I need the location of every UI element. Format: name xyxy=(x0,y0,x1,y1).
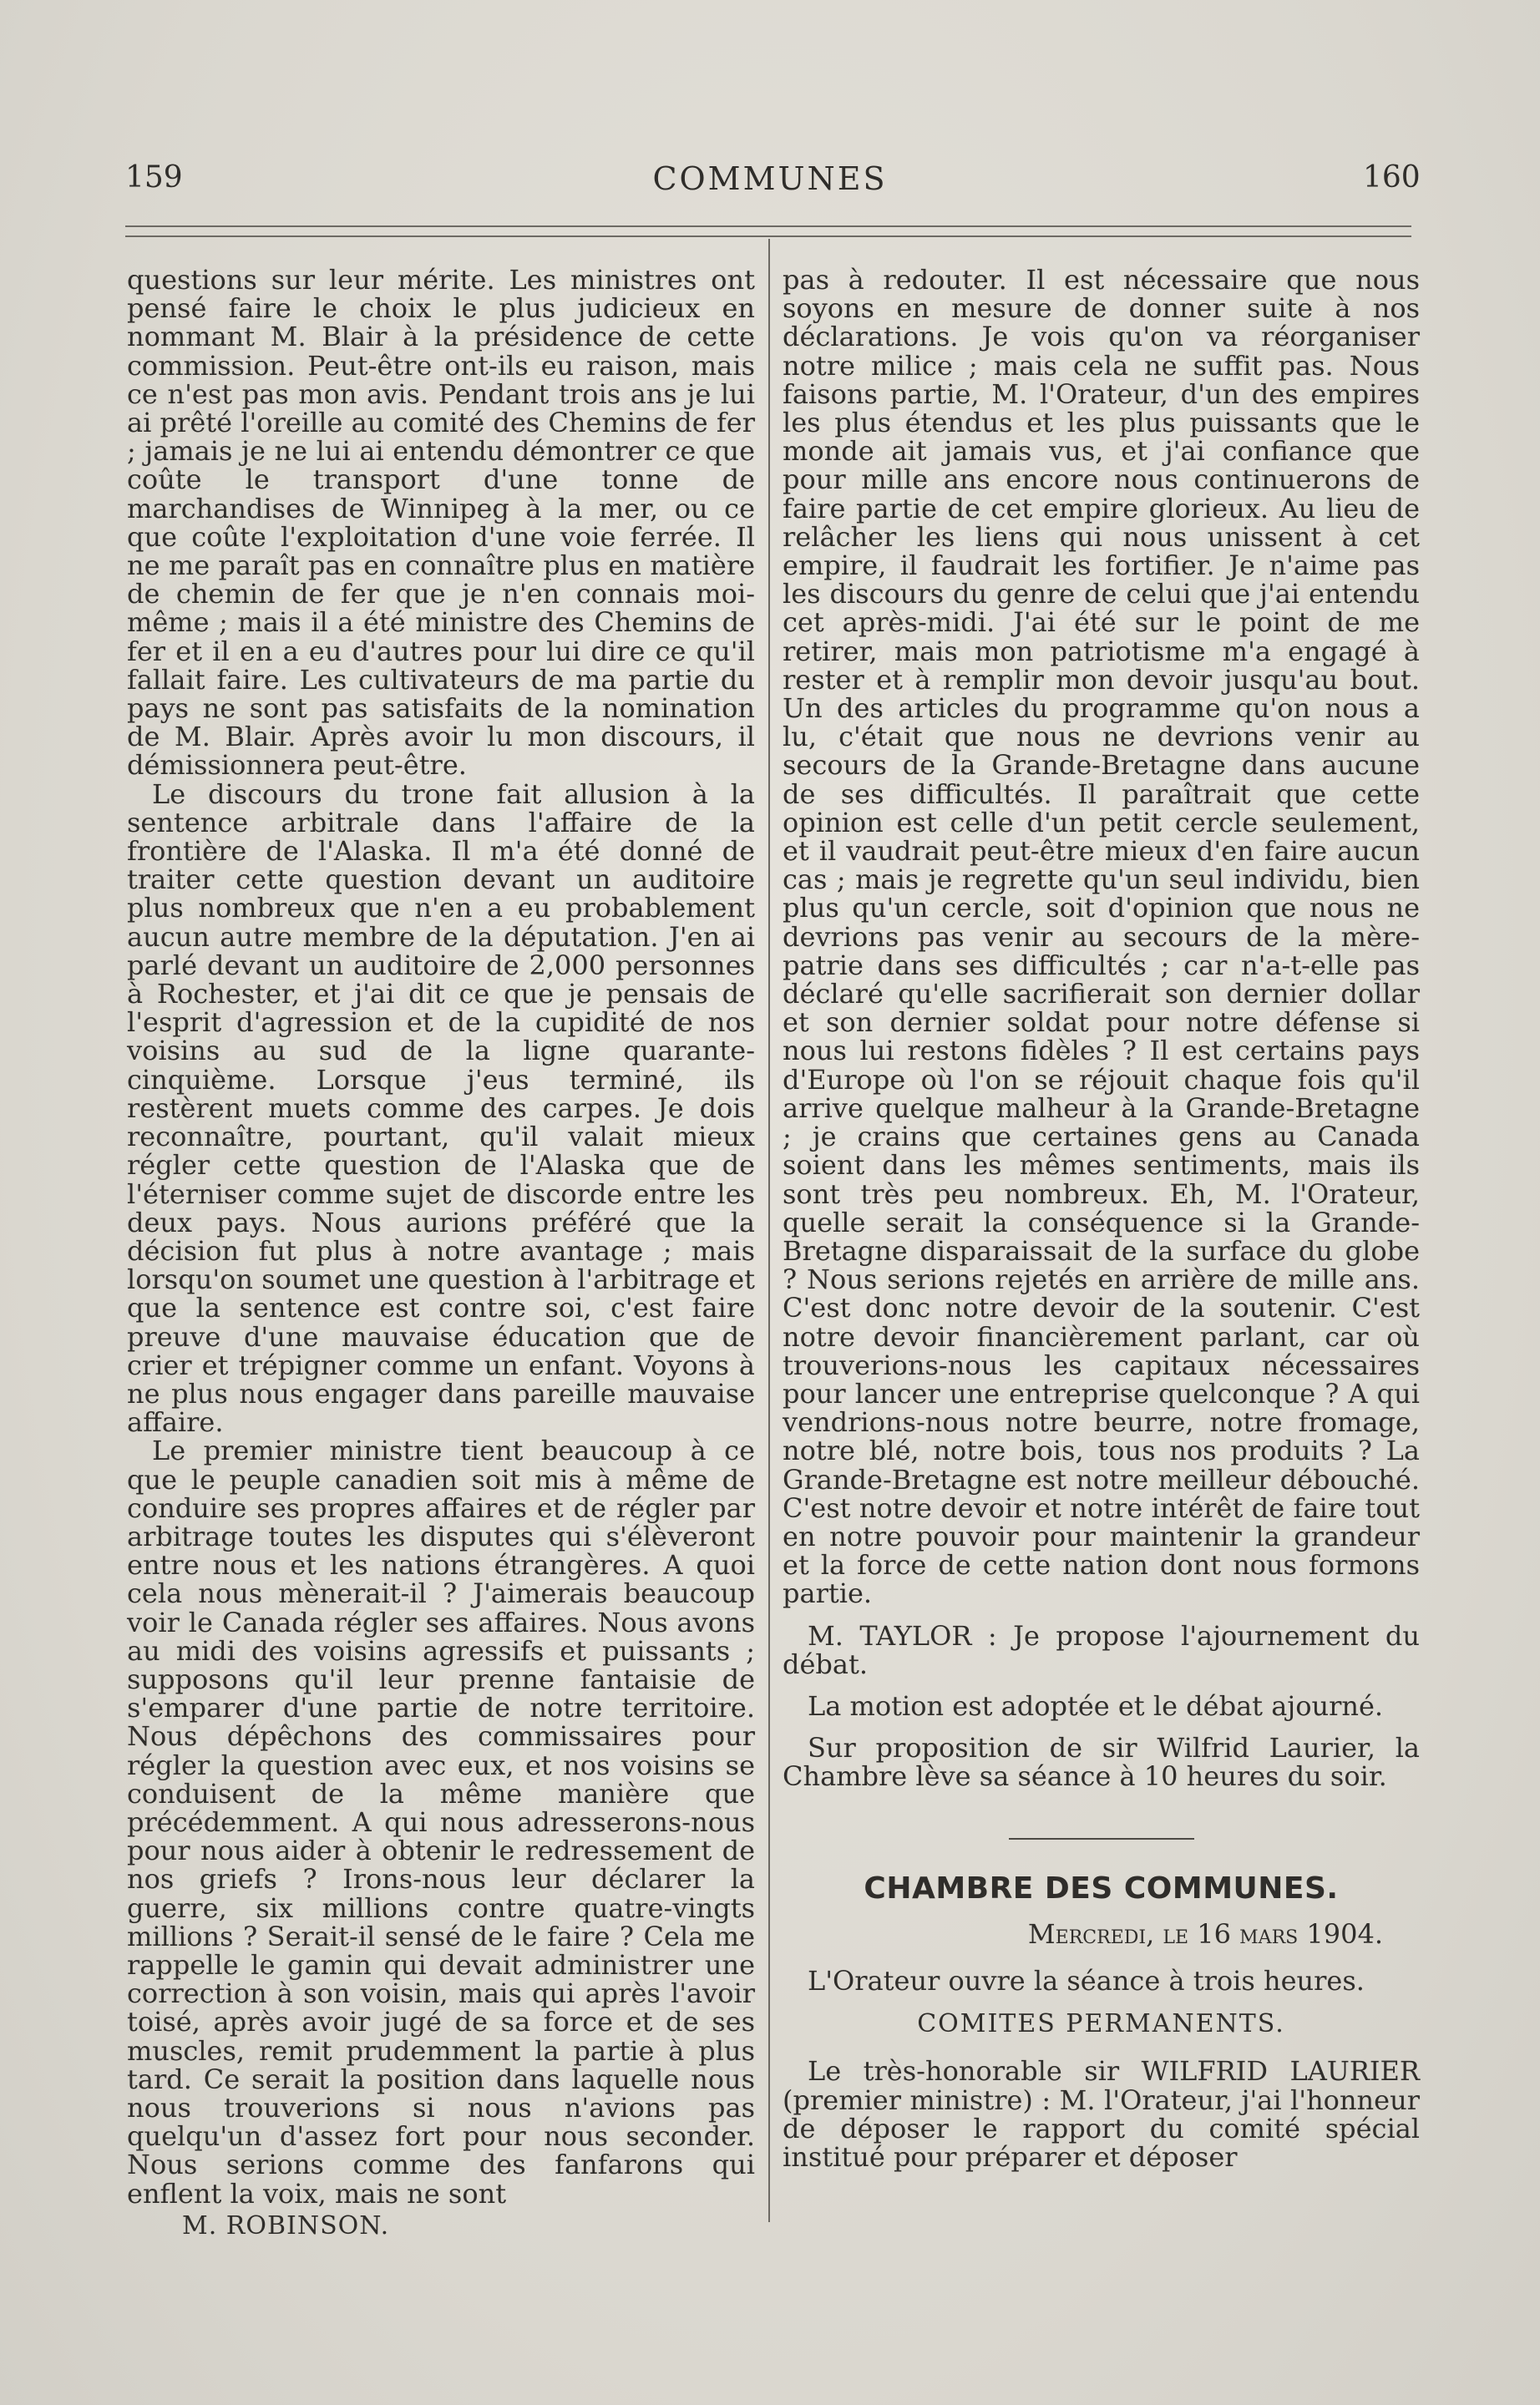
date-line: Mercredi, le 16 mars 1904. xyxy=(1027,1917,1383,1950)
right-paragraph-4: Sur proposition de sir Wilfrid Laurier, la Chambre lève sa séance à 10 heures du soir. xyxy=(783,1732,1420,1793)
right-paragraph-5: L'Orateur ouvre la séance à trois heures. xyxy=(808,1964,1365,1997)
left-paragraph-1: questions sur leur mérite. Les ministres ont pensé faire le choix le plus judicieux en nommant M. Blair à la présidence de cette commission. Peut-être ont-ils eu raison, mais ce n'est pas mon avis. Pendant trois ans je lui ai prêté l'oreille au comité des Chemins de fer ; jamais je ne lui ai entendu démontrer ce que coûte le transport d'une tonne de marchandises de Winnipeg à la mer, ou ce que coûte l'exploitation d'une voie ferrée. Il ne me paraît pas en connaître plus en matière de chemin de fer que je n'en connais moi-même ; mais il a été ministre des Chemins de fer et il en a eu d'autres pour lui dire ce qu'il fallait faire. Les cultivateurs de ma partie du pays ne sont pas satisfaits de la nomination de M. Blair. Après avoir lu mon discours, il démissionnera peut-être. xyxy=(127,264,755,782)
committee-heading: COMITES PERMANENTS. xyxy=(917,2009,1285,2039)
right-column xyxy=(783,266,1420,2171)
header-rule-bottom xyxy=(125,235,1411,237)
right-paragraph-1: pas à redouter. Il est nécessaire que nous soyons en mesure de donner suite à nos déclarations. Je vois qu'on va réorganiser notre milice ; mais cela ne suffit pas. Nous faisons partie, M. l'Orateur, d'un des empires les plus étendus et les plus puissants que le monde ait jamais vus, et j'ai confiance que pour mille ans encore nous continuerons de faire partie de cet empire glorieux. Au lieu de relâcher les liens qui nous unissent à cet empire, il faudrait les fortifier. Je n'aime pas les discours du genre de celui que j'ai entendu cet après-midi. J'ai été sur le point de me retirer, mais mon patriotisme m'a engagé à rester et à remplir mon devoir jusqu'au bout. Un des articles du programme qu'on nous a lu, c'était que nous ne devrions venir au secours de la Grande-Bretagne dans aucune de ses difficultés. Il paraîtrait que cette opinion est celle d'un petit cercle seulement, et il vaudrait peut-être mieux d'en faire aucun cas ; mais je regrette qu'un seul individu, bien plus qu'un cercle, soit d'opinion que nous ne devrions pas venir au secours de la mère-patrie dans ses difficultés ; car n'a-t-elle pas déclaré qu'elle sacrifierait son dernier dollar et son dernier soldat pour notre défense si nous lui restons fidèles ? Il est certains pays d'Europe où l'on se réjouit chaque fois qu'il arrive quelque malheur à la Grande-Bretagne ; je crains que certaines gens au Canada soient dans les mêmes sentiments, mais ils sont très peu nombreux. Eh, M. l'Orateur, quelle serait la conséquence si la Grande-Bretagne disparaissait de la surface du globe ? Nous serions rejetés en arrière de mille ans. C'est donc notre devoir de la soutenir. C'est notre devoir financièrement parlant, car où trouverions-nous les capitaux nécessaires pour lancer une entreprise quelconque ? A qui vendrions-nous notre beurre, notre fromage, notre blé, notre bois, tous nos produits ? La Grande-Bretagne est notre meilleur débouché. C'est notre devoir et notre intérêt de faire tout en notre pouvoir pour maintenir la grandeur et la force de cette nation dont nous formons partie. xyxy=(783,264,1420,1610)
left-paragraph-3: Le premier ministre tient beaucoup à ce que le peuple canadien soit mis à même de conduire ses propres affaires et de régler par arbitrage toutes les disputes qui s'élèveront entre nous et les nations étrangères. A quoi cela nous mènerait-il ? J'aimerais beaucoup voir le Canada régler ses affaires. Nous avons au midi des voisins agressifs et puissants ; supposons qu'il leur prenne fantaisie de s'emparer d'une partie de notre territoire. Nous dépêchons des commissaires pour régler la question avec eux, et nos voisins se conduisent de la même manière que précédemment. A qui nous adresserons-nous pour nous aider à obtenir le redressement de nos griefs ? Irons-nous leur déclarer la guerre, six millions contre quatre-vingts millions ? Serait-il sensé de le faire ? Cela me rappelle le gamin qui devait administrer une correction à son voisin, mais qui après l'avoir toisé, après avoir jugé de sa force et de ses muscles, remit prudemment la partie à plus tard. Ce serait la position dans laquelle nous nous trouverions si nous n'avions pas quelqu'un d'assez fort pour nous seconder. Nous serions comme des fanfarons qui enflent la voix, mais ne sont xyxy=(127,1435,755,2210)
left-paragraph-2: Le discours du trone fait allusion à la sentence arbitrale dans l'affaire de la frontière de l'Alaska. Il m'a été donné de traiter cette question devant un auditoire plus nombreux que n'en a eu probablement aucun autre membre de la députation. J'en ai parlé devant un auditoire de 2,000 personnes à Rochester, et j'ai dit ce que je pensais de l'esprit d'agression et de la cupidité de nos voisins au sud de la ligne quarante-cinquième. Lorsque j'eus terminé, ils restèrent muets comme des carpes. Je dois reconnaître, pourtant, qu'il valait mieux régler cette question de l'Alaska que de l'éterniser comme sujet de discorde entre les deux pays. Nous aurions préféré que la décision fut plus à notre avantage ; mais lorsqu'on soumet une question à l'arbitrage et que la sentence est contre soi, c'est faire preuve d'une mauvaise éducation que de crier et trépigner comme un enfant. Voyons à ne plus nous engager dans pareille mauvaise affaire. xyxy=(127,777,755,1439)
column-divider xyxy=(768,239,770,2222)
section-separator xyxy=(1009,1838,1194,1840)
footer-speaker: M. ROBINSON. xyxy=(182,2211,390,2240)
page-number-left: 159 xyxy=(125,160,183,195)
right-paragraph-2: M. TAYLOR : Je propose l'ajournement du débat. xyxy=(783,1619,1420,1680)
running-head: COMMUNES xyxy=(652,160,888,197)
chamber-title: CHAMBRE DES COMMUNES. xyxy=(864,1871,1339,1906)
header-rule-top xyxy=(125,225,1411,227)
left-column xyxy=(127,266,755,2208)
page-number-right: 160 xyxy=(1363,160,1421,195)
right-paragraph-6: Le très-honorable sir WILFRID LAURIER (premier ministre) : M. l'Orateur, j'ai l'honneur de déposer le rapport du comité spécial institué pour préparer et déposer xyxy=(783,2055,1420,2173)
right-paragraph-3: La motion est adoptée et le débat ajourné. xyxy=(808,1689,1384,1722)
